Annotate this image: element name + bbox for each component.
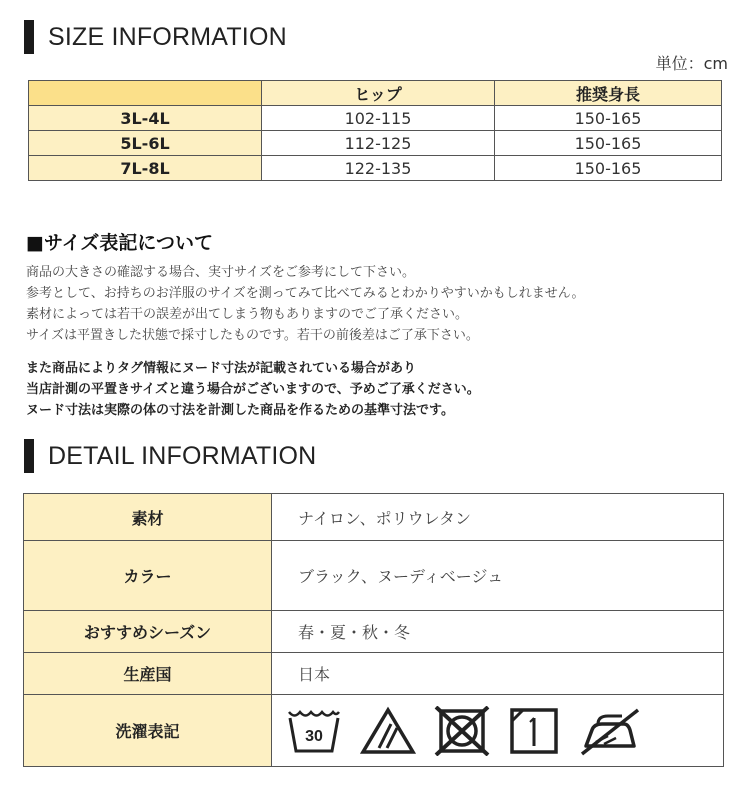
detail-info-heading (24, 439, 316, 473)
origin-value: 日本 (272, 653, 724, 695)
size-table-header (29, 81, 722, 106)
table-row (24, 653, 724, 695)
heading-bar (24, 439, 34, 473)
heading-bar (24, 20, 34, 54)
note-line: 商品の大きさの確認する場合、実寸サイズをご参考にして下さい。 (26, 265, 415, 280)
origin-label: 生産国 (24, 653, 272, 695)
care-icons (272, 706, 723, 756)
note-line: 参考として、お持ちのお洋服のサイズを測ってみて比べてみるとわかりやすいかもしれません。 (26, 286, 585, 301)
size-header-height: 推奨身長 (495, 81, 722, 106)
size-notes-text (26, 262, 584, 346)
material-value: ナイロン、ポリウレタン (272, 494, 724, 541)
size-label: 5L-6L (29, 131, 262, 156)
note-line: サイズは平置きした状態で採寸したものです。若干の前後差はご了承下さい。 (26, 328, 479, 343)
no-tumble-dry-icon (434, 706, 490, 756)
table-row (29, 106, 722, 131)
note-bold-line: 当店計測の平置きサイズと違う場合がございますので、予めご了承ください。 (26, 382, 480, 397)
table-row (29, 131, 722, 156)
care-icons-cell (272, 695, 724, 767)
detail-table (23, 493, 724, 767)
size-info-title: SIZE INFORMATION (48, 22, 287, 51)
height-value: 150-165 (495, 156, 722, 181)
size-notes-bold (26, 358, 480, 421)
color-label: カラー (24, 541, 272, 611)
table-row (24, 541, 724, 611)
table-row (29, 156, 722, 181)
wash-temp-text: 30 (305, 727, 323, 745)
note-line: 素材によっては若干の誤差が出てしまう物もありますのでご了承ください。 (26, 307, 469, 322)
season-label: おすすめシーズン (24, 611, 272, 653)
size-header-corner (29, 81, 262, 106)
iron-low-icon (578, 706, 640, 756)
table-row (24, 695, 724, 767)
table-row (24, 611, 724, 653)
hip-value: 122-135 (262, 156, 495, 181)
size-label: 7L-8L (29, 156, 262, 181)
height-value: 150-165 (495, 106, 722, 131)
note-bold-line: また商品によりタグ情報にヌード寸法が記載されている場合があり (26, 361, 417, 376)
season-value: 春・夏・秋・冬 (272, 611, 724, 653)
unit-label: 単位：cm (655, 54, 728, 73)
size-label: 3L-4L (29, 106, 262, 131)
color-value: ブラック、ヌーディベージュ (272, 541, 724, 611)
size-info-heading (24, 20, 287, 54)
line-dry-icon (508, 706, 560, 756)
height-value: 150-165 (495, 131, 722, 156)
detail-info-title: DETAIL INFORMATION (48, 441, 317, 470)
care-label: 洗濯表記 (24, 695, 272, 767)
material-label: 素材 (24, 494, 272, 541)
size-header-hip: ヒップ (262, 81, 495, 106)
size-notes-title: ■サイズ表記について (26, 232, 214, 254)
table-row (24, 494, 724, 541)
bleach-triangle-icon (360, 706, 416, 756)
size-table (28, 80, 722, 181)
hip-value: 102-115 (262, 106, 495, 131)
hip-value: 112-125 (262, 131, 495, 156)
wash-30-icon (286, 706, 342, 756)
note-bold-line: ヌード寸法は実際の体の寸法を計測した商品を作るための基準寸法です。 (26, 403, 454, 418)
